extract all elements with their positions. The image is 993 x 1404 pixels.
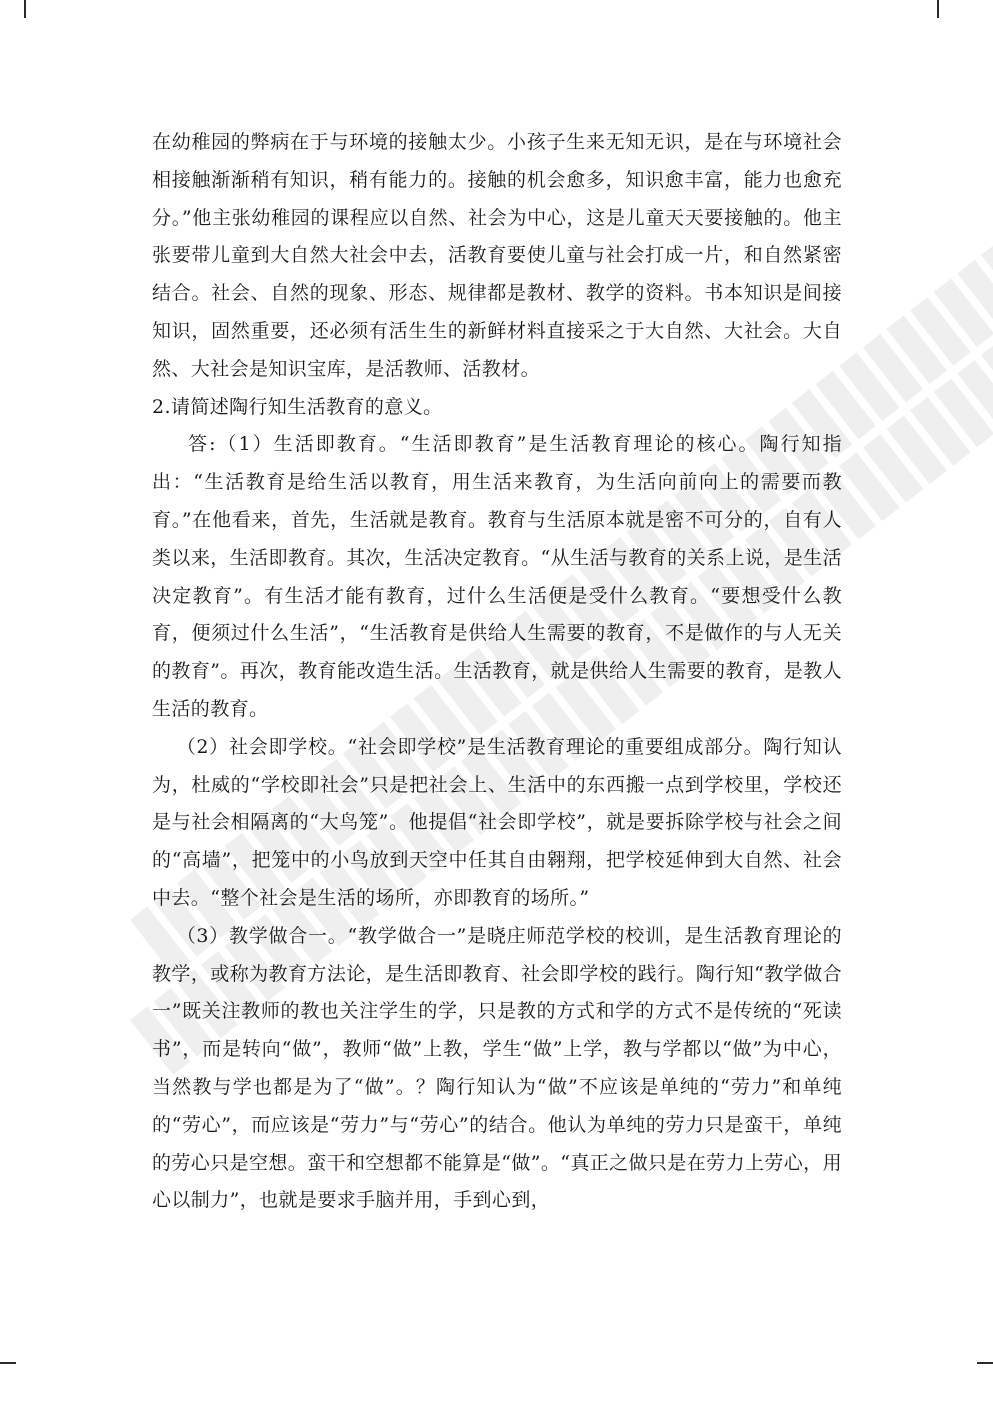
paragraph-kindergarten: 在幼稚园的弊病在于与环境的接触太少。小孩子生来无知无识，是在与环境社会相接触渐渐稍有知识，稍有能力的。接触的机会愈多，知识愈丰富，能力也愈充分。”他主张幼稚园的课程应以自然、社会为中心，这是儿童天天要接触的。他主张要带儿童到大自然大社会中去，活教育要使儿童与社会打成一片，和自然紧密结合。社会、自然的现象、形态、规律都是教材、教学的资料。书本知识是间接知识，固然重要，还必须有活生生的新鲜材料直接采之于大自然、大社会。大自然、大社会是知识宝库，是活教师、活教材。 xyxy=(152,131,842,380)
page-body xyxy=(152,124,842,1220)
answer-society-is-school: （2）社会即学校。“社会即学校”是生活教育理论的重要组成部分。陶行知认为，杜威的“学校即社会”只是把社会上、生活中的东西搬一点到学校里，学校还是与社会相隔离的“大鸟笼”。他提倡“社会即学校”，就是要拆除学校与社会之间的“高墙”，把笼中的小鸟放到天空中任其自由翱翔，把学校延伸到大自然、社会中去。“整个社会是生活的场所，亦即教育的场所。” xyxy=(152,735,842,909)
answer-teach-learn-do: （3）教学做合一。“教学做合一”是晓庄师范学校的校训，是生活教育理论的教学，或称为教育方法论，是生活即教育、社会即学校的践行。陶行知“教学做合一”既关注教师的教也关注学生的学，只是教的方式和学的方式不是传统的“死读书”，而是转向“做”，教师“做”上教，学生“做”上学，教与学都以“做”为中心，当然教与学也都是为了“做”。？陶行知认为“做”不应该是单纯的“劳力”和单纯的“劳心”，而应该是“劳力”与“劳心”的结合。他认为单纯的劳力只是蛮干，单纯的劳心只是空想。蛮干和空想都不能算是“做”。“真正之做只是在劳力上劳心，用心以制力”，也就是要求手脑并用，手到心到， xyxy=(152,924,842,1212)
crop-mark-top-right xyxy=(937,0,953,18)
answer-life-is-education: 答:（1）生活即教育。“生活即教育”是生活教育理论的核心。陶行知指出：“生活教育是给生活以教育，用生活来教育，为生活向前向上的需要而教育。”在他看来，首先，生活就是教育。教育与生活原本就是密不可分的，自有人类以来，生活即教育。其次，生活决定教育。“从生活与教育的关系上说，是生活决定教育”。有生活才能有教育，过什么生活便是受什么教育。“要想受什么教育，便须过什么生活”，“生活教育是供给人生需要的教育，不是做作的与人无关的教育”。再次，教育能改造生活。生活教育，就是供给人生需要的教育，是教人生活的教育。 xyxy=(152,433,842,720)
crop-mark-bottom-left xyxy=(0,1362,16,1378)
crop-mark-top-left xyxy=(10,0,26,18)
crop-mark-bottom-right xyxy=(977,1362,993,1378)
question-heading: 2.请简述陶行知生活教育的意义。 xyxy=(152,395,443,418)
